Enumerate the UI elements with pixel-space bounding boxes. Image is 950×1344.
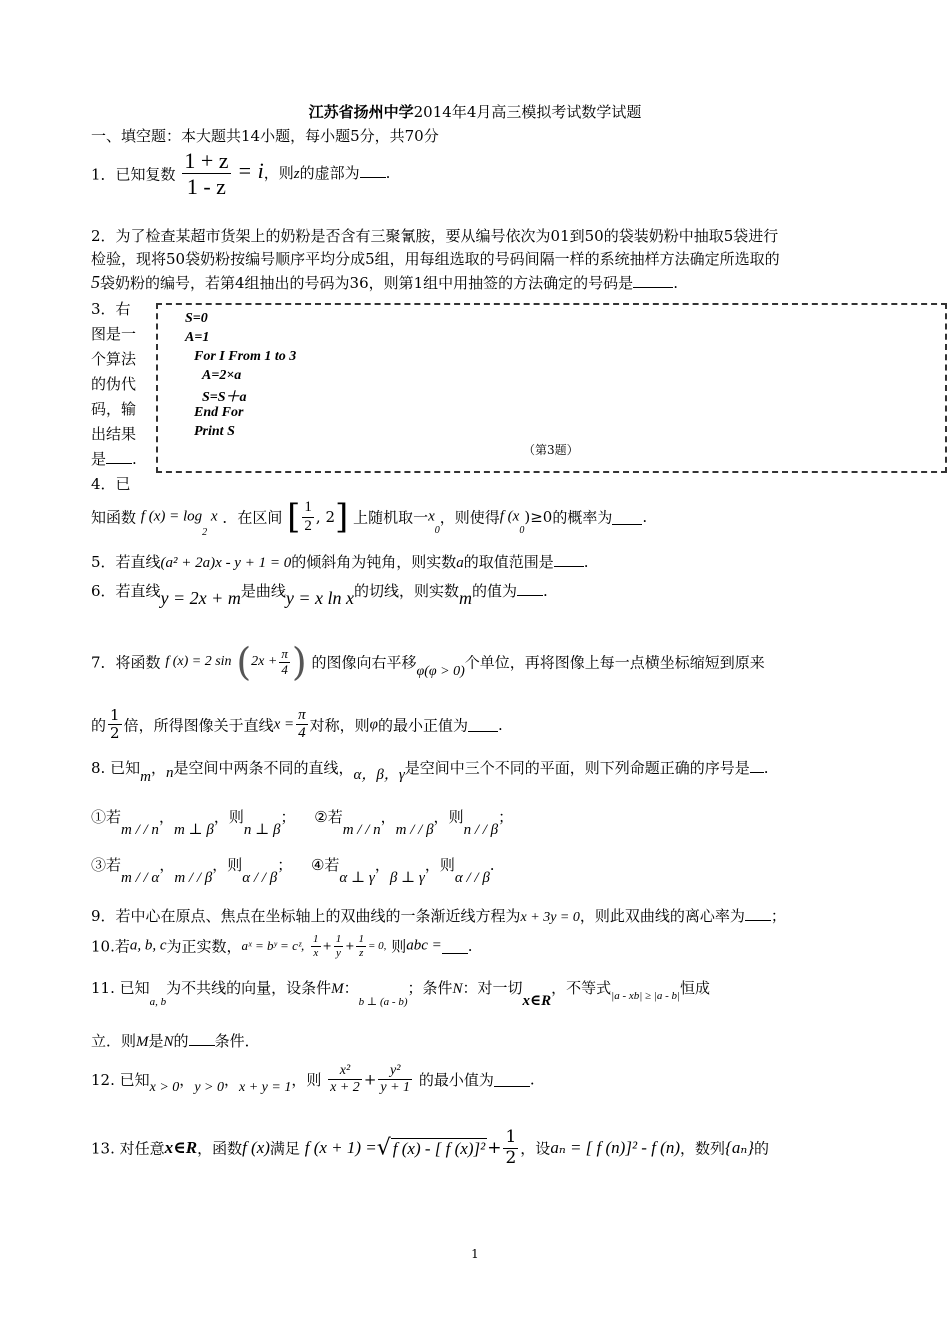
figure-caption: （第3题） [523,443,579,457]
page-number: 1 [471,1247,479,1261]
question-8-options-3-4: ③若m / / α，m / / β，则α / / β； ④若α ⊥ γ，β ⊥ γ，则α / / β. [91,856,495,886]
code-line: A=1 [185,330,210,345]
question-12: 12. 已知x > 0，y > 0，x + y = 1，则 $\frac{\text{x²}}{x + 2}$ + $\frac{\text{y²}}{y + 1}$ 的最小值为 . [91,1063,535,1096]
question-11-line2: 立．则M是N的 条件． [91,1032,260,1050]
page-title: 江苏省扬州中学2014年4月高三模拟考试数学试题 [308,103,642,121]
question-6: 6．若直线y = 2x + m是曲线y = x ln x的切线，则实数m的值为 . [91,582,548,608]
question-2-line3: 5袋奶粉的编号，若第4组抽出的号码为36，则第1组中用抽签的方法确定的号码是 . [91,272,678,292]
question-8-options-1-2: ①若m / / n，m ⊥ β，则n ⊥ β； ②若m / / n，m / / β，则n / / β； [91,808,514,838]
question-7-line2: 的 $\frac{1}{2}$ 倍，所得图像关于直线x = $\frac{\pi}{4}$ 对称，则φ的最小正值为 . [91,706,503,743]
code-line: S=0 [185,311,208,326]
question-7-line1: 7．将函数 f (x) = 2 sin (2x + $\frac{\pi}{4}$ ) 的图像向右平移φ(φ > 0)个单位，再将图像上每一点横坐标缩短到原来 [91,640,765,684]
code-line: S=S＋a [202,390,247,405]
code-line: For I From 1 to 3 [194,349,297,364]
question-8: 8. 已知m，n是空间中两条不同的直线，α，β，γ是空间中三个不同的平面，则下列命题正确的序号是 . [91,759,769,785]
section-heading: 一、填空题：本大题共14小题，每小题5分，共70分 [91,127,439,145]
question-2-line2: 检验，现将50袋奶粉按编号顺序平均分成5组，用每组选取的号码间隔一样的系统抽样方法确定所选取的 [91,250,780,268]
question-9: 9．若中心在原点、焦点在坐标轴上的双曲线的一条渐近线方程为x + 3y = 0，则此双曲线的离心率为 ； [91,907,786,925]
question-13: 13. 对任意x∈R，函数f (x)满足 f (x + 1) =√ f (x) - [ f (x)]² + $\frac{1}{2}$ ，设aₙ = [ f (n)]² - f (n)，数列{aₙ}的 [91,1127,770,1168]
question-1: 1．已知复数 $\frac{1 + z}{1 - z}$ = i，则z的虚部为 . [91,148,391,200]
code-line: End For [194,405,244,420]
question-3-side-text: 3．右 图是一 个算法 的伪代 码，输 出结果 是 . 4．已 [91,300,137,493]
code-line: A=2×a [202,368,242,383]
question-2-line1: 2．为了检查某超市货架上的奶粉是否含有三聚氰胺，要从编号依次为01到50的袋装奶粉中抽取5袋进行 [91,227,779,245]
question-5: 5．若直线(a² + 2a)x - y + 1 = 0的倾斜角为钝角，则实数a的取值范围是 . [91,553,589,571]
question-4: 知函数 f $(x) = \log_2 x$ ．在区间 [ $\frac{1}{2}$ , 2] 上随机取一$x_0$，则使得f $(x_0)\ge 0$的概率为 . [91,497,648,538]
question-11-line1: 11. 已知$_{a, b}$为不共线的向量，设条件M：$_{b \perp (a - b)}$；条件N：对一切x∈R，不等式$_{|a - xb| \ge |a - b|}$恒成 [91,979,711,1009]
question-10: 10.若a, b, c为正实数，aˣ = bʸ = cᶻ, $\frac{1}{x}$ + $\frac{1}{y}$ + $\frac{1}{z}$ = 0, 则abc = . [91,933,473,959]
code-line: Print S [194,424,235,439]
